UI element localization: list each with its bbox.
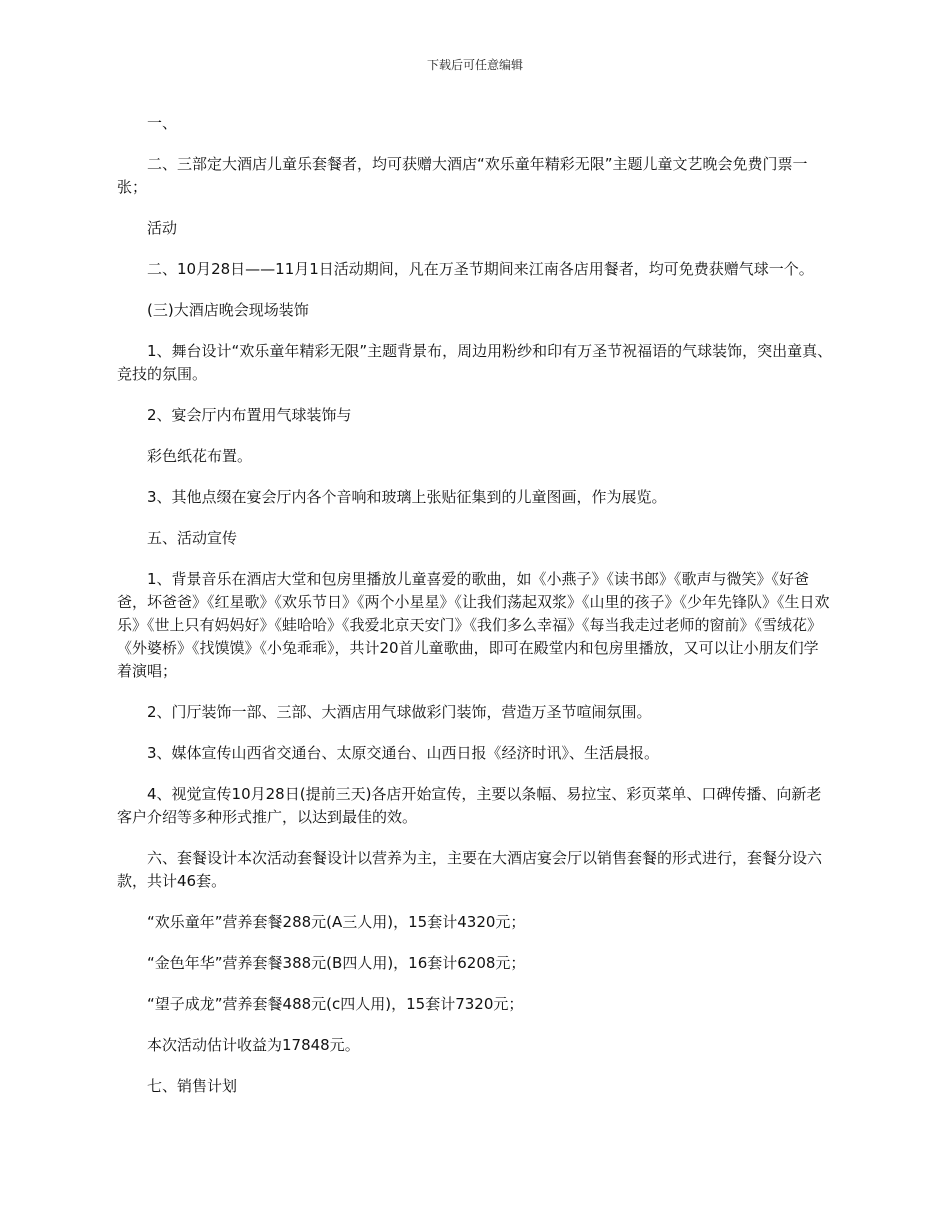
document-body	[117, 112, 833, 1116]
paragraph-paper-flowers: 彩色纸花布置。	[147, 447, 253, 465]
paragraph-media-promotion: 3、媒体宣传山西省交通台、太原交通台、山西日报《经济时讯》、生活晨报。	[147, 744, 660, 762]
paragraph-package-b: “金色年华”营养套餐388元(B四人用)，16套计6208元；	[147, 954, 526, 972]
paragraph-hall-balloons: 2、宴会厅内布置用气球装饰与	[147, 406, 352, 424]
paragraph-package-c: “望子成龙”营养套餐488元(c四人用)，15套计7320元；	[147, 995, 524, 1013]
paragraph-section-one: 一、	[147, 114, 178, 132]
paragraph-lobby-decoration: 2、门厅装饰一部、三部、大酒店用气球做彩门装饰，营造万圣节喧闹氛围。	[147, 703, 652, 721]
paragraph-package-design: 六、套餐设计本次活动套餐设计以营养为主，主要在大酒店宴会厅以销售套餐的形式进行，套餐分设六款，共计46套。	[117, 849, 823, 890]
paragraph-visual-promotion: 4、视觉宣传10月28日(提前三天)各店开始宣传，主要以条幅、易拉宝、彩页菜单、口碑传播、向新老客户介绍等多种形式推广，以达到最佳的效。	[117, 785, 822, 826]
paragraph-venue-decoration: (三)大酒店晚会现场装饰	[147, 301, 309, 319]
paragraph-stage-design: 1、舞台设计“欢乐童年精彩无限”主题背景布，周边用粉纱和印有万圣节祝福语的气球装饰，突出童真、竞技的氛围。	[117, 342, 833, 383]
paragraph-promotion-heading: 五、活动宣传	[147, 529, 238, 547]
paragraph-sales-plan: 七、销售计划	[147, 1077, 238, 1095]
paragraph-free-ticket: 二、三部定大酒店儿童乐套餐者，均可获赠大酒店“欢乐童年精彩无限”主题儿童文艺晚会免费门票一张；	[117, 155, 808, 196]
paragraph-children-drawings: 3、其他点缀在宴会厅内各个音响和玻璃上张贴征集到的儿童图画，作为展览。	[147, 488, 667, 506]
paragraph-estimated-revenue: 本次活动估计收益为17848元。	[147, 1036, 360, 1054]
paragraph-activity: 活动	[147, 219, 178, 237]
page-header: 下载后可任意编辑	[426, 58, 523, 72]
paragraph-background-music: 1、背景音乐在酒店大堂和包房里播放儿童喜爱的歌曲，如《小燕子》《读书郎》《歌声与微笑》《好爸爸，坏爸爸》《红星歌》《欢乐节日》《两个小星星》《让我们荡起双浆》《山里的孩子》《少年先锋队》《生日欢乐》《世上只有妈妈好》《蛙哈哈》《我爱北京天安门》《我们多么幸福》《每当我走过老师的窗前》《雪绒花》《外婆桥》《找馍馍》《小兔乖乖》，共计20首儿童歌曲，即可在殿堂内和包房里播放，又可以让小朋友们学着演唱；	[117, 570, 830, 680]
paragraph-balloon-gift: 二、10月28日——11月1日活动期间，凡在万圣节期间来江南各店用餐者，均可免费获赠气球一个。	[147, 260, 814, 278]
paragraph-package-a: “欢乐童年”营养套餐288元(A三人用)，15套计4320元；	[147, 913, 526, 931]
